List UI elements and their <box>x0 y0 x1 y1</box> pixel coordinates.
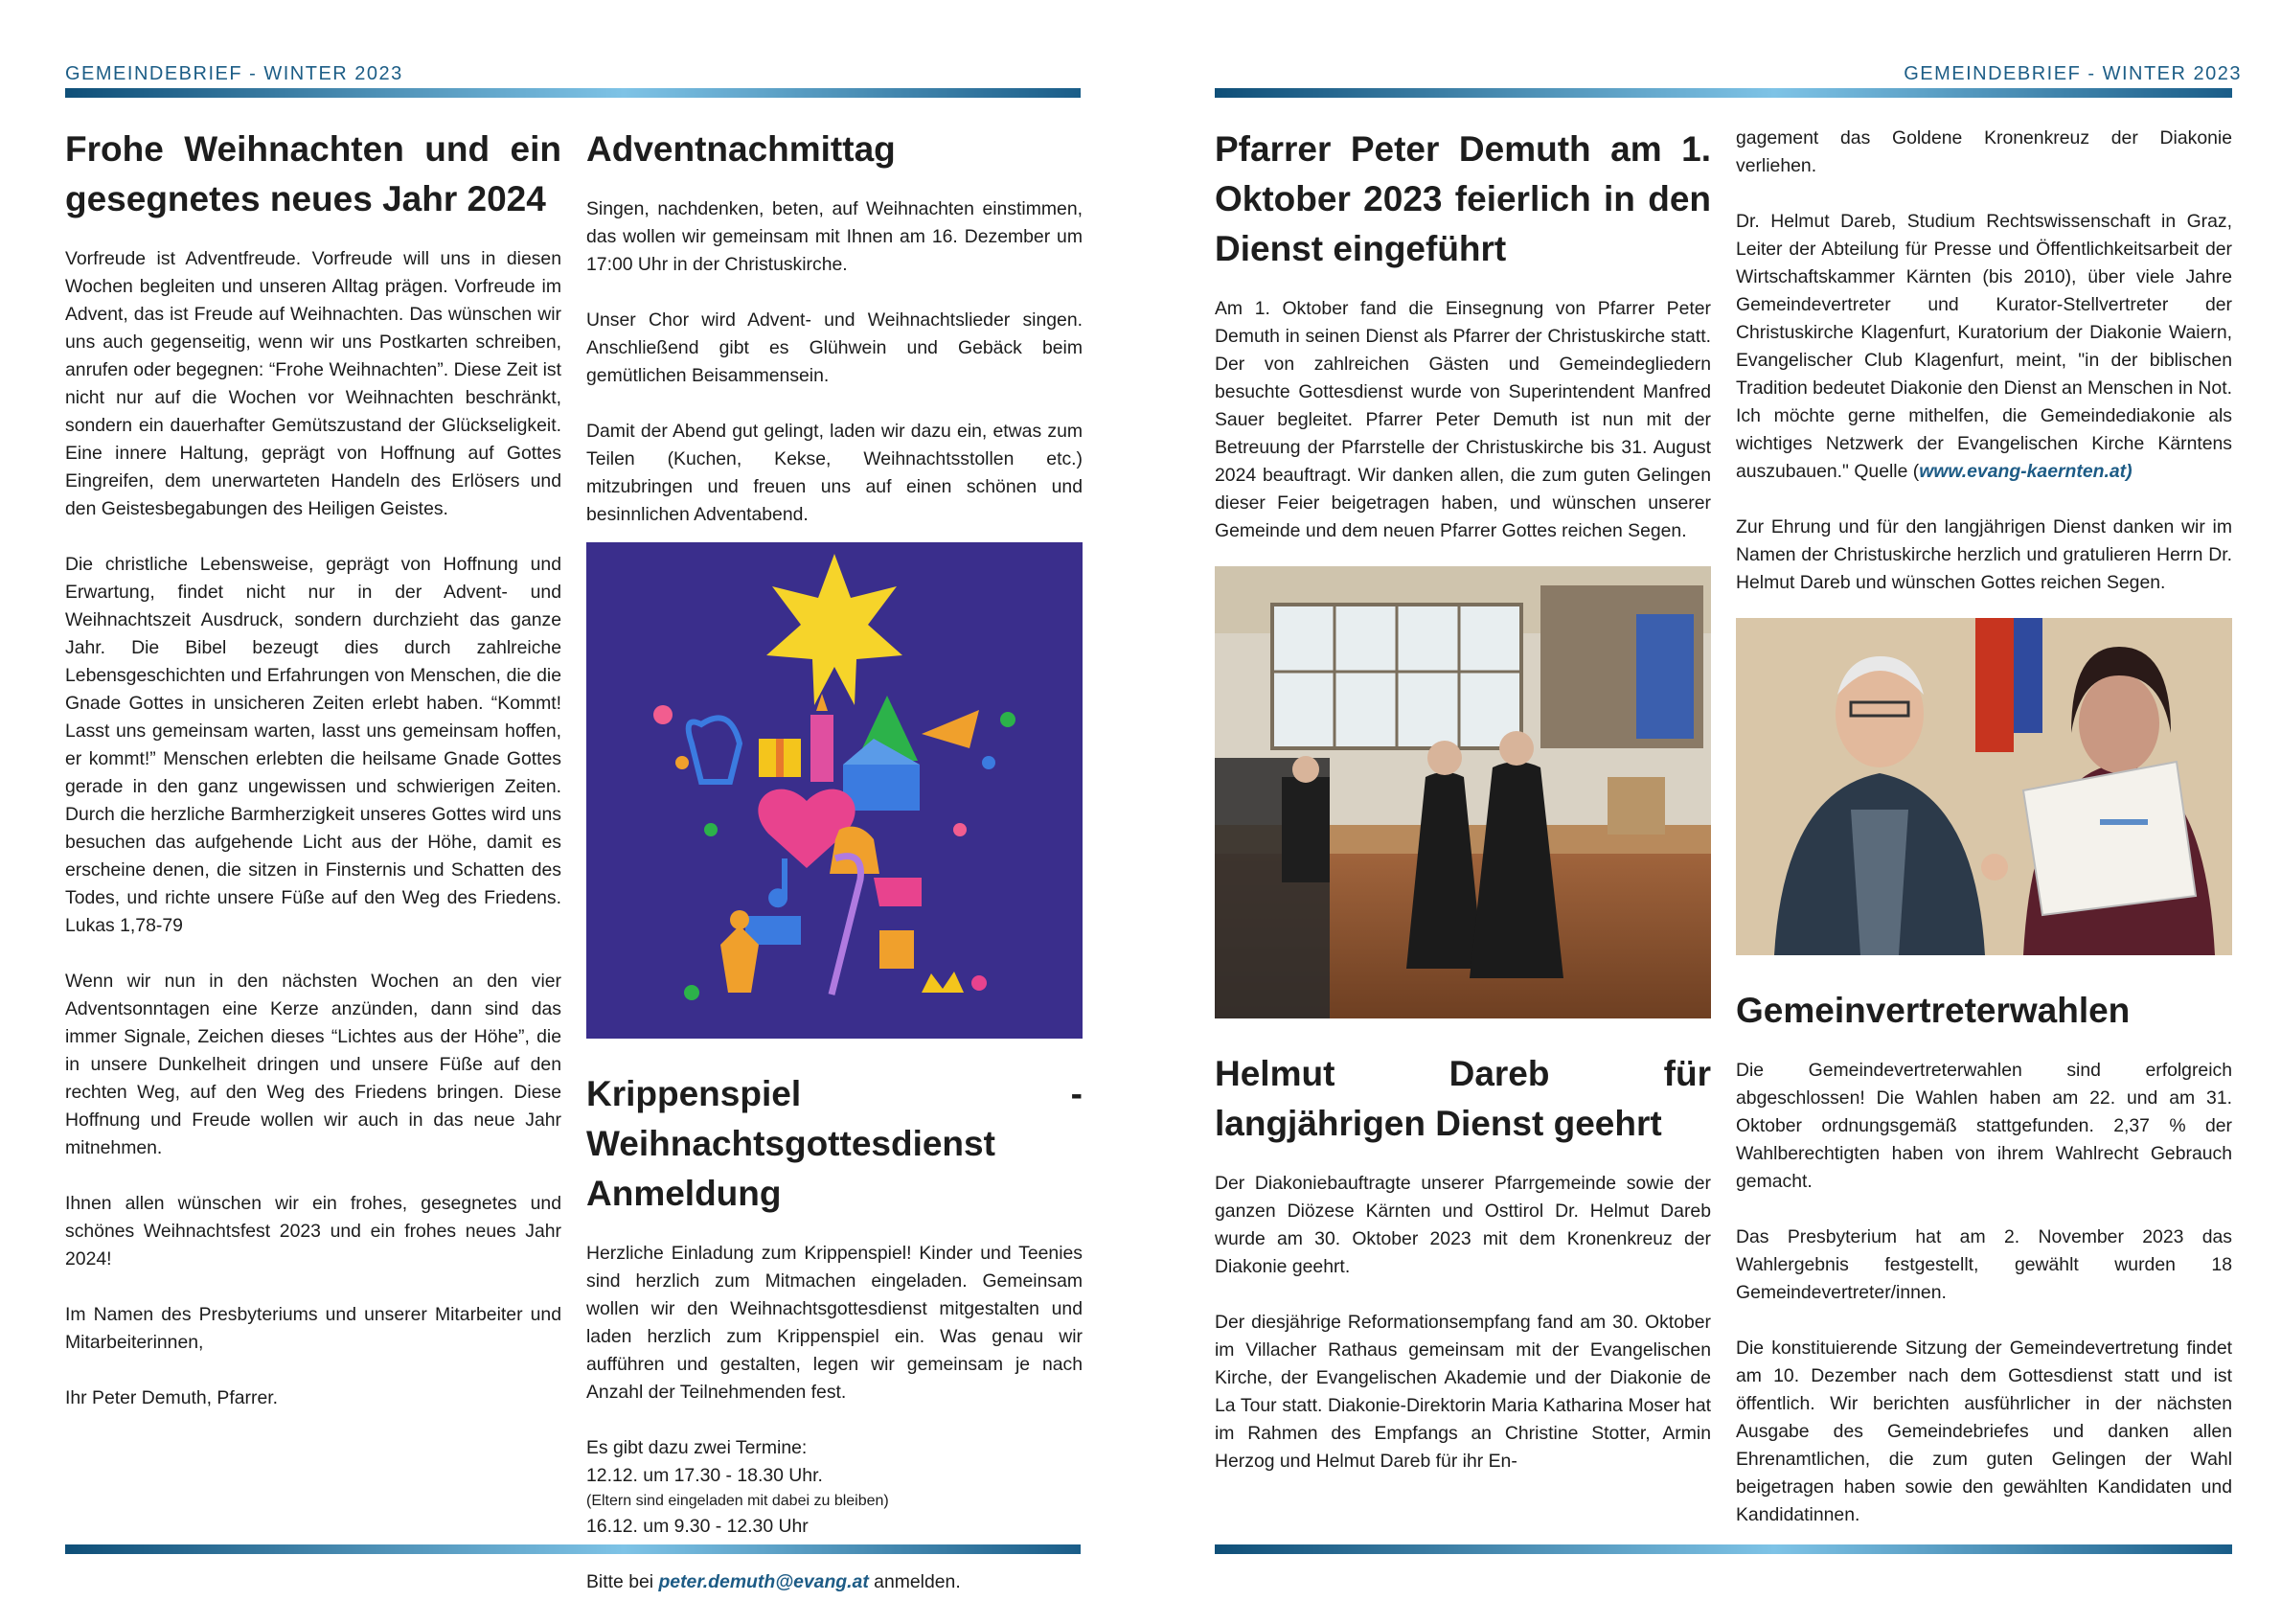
paragraph: Zur Ehrung und für den langjährigen Dienst danken wir im Namen der Christuskirche herzlich und gratulieren Herrn Dr. Helmut Dareb und wünschen Gottes reichen Segen. <box>1736 516 2232 593</box>
paragraph: Ihnen allen wünschen wir ein frohes, gesegnetes und schönes Weihnachtsfest 2023 und ein frohes neues Jahr 2024! <box>65 1193 561 1269</box>
ceremony-photo <box>1215 566 1711 1018</box>
paragraph: Dr. Helmut Dareb, Studium Rechtswissenschaft in Graz, Leiter der Abteilung für Presse und Öffentlichkeitsarbeit der Wirtschaftskammer Kärnten (bis 2010), über viele Jahre Gemeindevertreter und Kurator-Stellvertreter der Christuskirche Klagenfurt, Kuratorium der Diakonie Waiern, Evangelischer Club Klagenfurt, meint, "in der biblischen Tradition bedeutet Diakonie den Dienst an Menschen in Not. Ich möchte gerne mithelfen, die Gemeindediakonie als wichtiges Netzwerk der Evangelischen Kirche Kärntens auszubauen." Quelle (www.evang-kaernten.at) <box>1736 211 2232 482</box>
header-rule <box>1215 88 2232 98</box>
article-title: Adventnachmittag <box>586 129 896 169</box>
paragraph: gagement das Goldene Kronenkreuz der Diakonie verliehen. <box>1736 127 2232 176</box>
left-page <box>0 0 1140 1613</box>
footer-rule <box>1215 1544 2232 1554</box>
award-ceremony-photo <box>1736 618 2232 955</box>
date-2: 16.12. um 9.30 - 12.30 Uhr <box>586 1516 809 1537</box>
article-title: Frohe Weihnachten und ein gesegnetes neues Jahr 2024 <box>65 129 561 218</box>
registration: Bitte bei peter.demuth@evang.at anmelden. <box>586 1571 961 1592</box>
paragraph: Der diesjährige Reformationsempfang fand am 30. Oktober im Villacher Rathaus gemeinsam mit der Evangelischen Kirche, der Evangelischen Akademie und der Diakonie de La Tour statt. Diakonie-Direktorin Maria Katharina Moser hat im Rahmen des Empfangs an Christine Stotter, Armin Herzog und Helmut Dareb für ihr En- <box>1215 1312 1711 1472</box>
paragraph: Im Namen des Presbyteriums und unserer Mitarbeiter und Mitarbeiterinnen, <box>65 1304 561 1353</box>
article-title: Krippenspiel - Weihnachtsgottesdienst Anmeldung <box>586 1074 1083 1213</box>
header-rule <box>65 88 1081 98</box>
article-advent-afternoon <box>586 125 1083 1624</box>
article-title: Gemeinvertreterwahlen <box>1736 991 2131 1030</box>
running-header: GEMEINDEBRIEF - WINTER 2023 <box>1904 63 2242 84</box>
article-title: Pfarrer Peter Demuth am 1. Oktober 2023 feierlich in den Dienst eingeführt <box>1215 129 1711 268</box>
signature: Ihr Peter Demuth, Pfarrer. <box>65 1387 278 1408</box>
paragraph: Die christliche Lebensweise, geprägt von Hoffnung und Erwartung, findet nicht nur in der Advent- und Weihnachtszeit Ausdruck, sondern durchzieht das ganze Jahr. Die Bibel bezeugt dies durch zahlreiche Lebensgeschichten und Erfahrungen von Menschen, die die Gnade Gottes in unsicheren Zeiten erlebt haben. “Kommt! Lasst uns gemeinsam warten, lasst uns gemeinsam hoffen, er kommt!” Menschen erlebten die heilsame Gnade Gottes gerade in den ganz ungewissen und schwierigen Zeiten. Durch die herzliche Barmherzigkeit unseres Gottes wird uns besuchen das aufgehende Licht aus der Höhe, damit es erscheine denen, die sitzen in Finsternis und Schatten des Todes, und richte unsere Füße auf den Weg des Friedens. Lukas 1,78-79 <box>65 554 561 936</box>
paragraph: Die Gemeindevertreterwahlen sind erfolgreich abgeschlossen! Die Wahlen haben am 22. und am 31. Oktober ordnungsgemäß stattgefunden. 2,37 % der Wahlberechtigten haben von ihrem Wahlrecht Gebrauch gemacht. <box>1736 1060 2232 1192</box>
right-page <box>1140 0 2280 1613</box>
article-title: Helmut Dareb für langjährigen Dienst geehrt <box>1215 1054 1711 1143</box>
paragraph: Wenn wir nun in den nächsten Wochen an den vier Adventsonntagen eine Kerze anzünden, dann sind das immer Signale, Zeichen dieses “Lichtes aus der Höhe”, die in unsere Dunkelheit dringen und unsere Füße auf den rechten Weg, auf den Weg des Friedens bringen. Diese Hoffnung und Freude wollen wir auch in das neue Jahr mitnehmen. <box>65 971 561 1158</box>
boot-icon <box>879 930 914 969</box>
date-1: 12.12. um 17.30 - 18.30 Uhr. <box>586 1465 823 1486</box>
date-1-note: (Eltern sind eingeladen mit dabei zu bleiben) <box>586 1493 889 1509</box>
candle-icon <box>810 715 833 782</box>
award-photo <box>1736 618 2232 955</box>
paragraph: Herzliche Einladung zum Krippenspiel! Kinder und Teenies sind herzlich zum Mitmachen eingeladen. Gemeinsam wollen wir den Weihnachtsgottesdienst mitgestalten und laden herzlich zum Krippenspiel ein. Was genau wir aufführen und gestalten, legen wir gemeinsam je nach Anzahl der Teilnehmenden fest. <box>586 1243 1083 1403</box>
paragraph: Die konstituierende Sitzung der Gemeindevertretung findet am 10. Dezember nach dem Gottesdienst statt und ist öffentlich. Wir berichten ausführlicher in der nächsten Ausgabe des Gemeindebriefes und danken allen Ehrenamtlichen, die zum guten Gelingen der Wahl beigetragen haben sowie den gewählten Kandidaten und Kandidatinnen. <box>1736 1338 2232 1525</box>
paragraph: Am 1. Oktober fand die Einsegnung von Pfarrer Peter Demuth in seinen Dienst als Pfarrer der Christuskirche statt. Der von zahlreichen Gästen und Gemeindegliedern besuchte Gottesdienst wurde von Superintendent Manfred Sauer begleitet. Pfarrer Peter Demuth ist nun mit der Betreuung der Pfarrstelle der Christuskirche bis 31. August 2024 beauftragt. Wir danken allen, die zum guten Gelingen dieser Feier beigetragen haben, und wünschen unserer Gemeinde und dem neuen Pfarrer Gottes reichen Segen. <box>1215 298 1711 541</box>
dates-intro: Es gibt dazu zwei Termine: <box>586 1437 808 1458</box>
advent-star-illustration <box>586 542 1083 1039</box>
article-continued <box>1736 125 2232 1529</box>
paragraph: Der Diakoniebauftragte unserer Pfarrgemeinde sowie der ganzen Diözese Kärnten und Osttirol Dr. Helmut Dareb wurde am 30. Oktober 2023 mit dem Kronenkreuz der Diakonie geehrt. <box>1215 1173 1711 1277</box>
donkey-icon <box>874 878 922 906</box>
running-header: GEMEINDEBRIEF - WINTER 2023 <box>65 63 403 84</box>
church-ceremony-photo <box>1215 566 1711 1018</box>
article-installation <box>1215 125 1711 1475</box>
footer-rule <box>65 1544 1081 1554</box>
article-christmas-greeting <box>65 125 561 1440</box>
website-link[interactable]: www.evang-kaernten.at) <box>1919 461 2133 482</box>
paragraph: Unser Chor wird Advent- und Weihnachtslieder singen. Anschließend gibt es Glühwein und Gebäck beim gemütlichen Beisammensein. <box>586 309 1083 386</box>
paragraph: Damit der Abend gut gelingt, laden wir dazu ein, etwas zum Teilen (Kuchen, Kekse, Weihnachtsstollen etc.) mitzubringen und freuen uns auf einen schönen und besinnlichen Adventabend. <box>586 421 1083 525</box>
paragraph: Singen, nachdenken, beten, auf Weihnachten einstimmen, das wollen wir gemeinsam mit Ihnen am 16. Dezember um 17:00 Uhr in der Christuskirche. <box>586 198 1083 275</box>
paragraph: Vorfreude ist Adventfreude. Vorfreude will uns in diesen Wochen begleiten und unseren Alltag prägen. Vorfreude im Advent, das ist Freude auf Weihnachten. Das wünschen wir uns auch gegenseitig, wenn wir uns Postkarten schreiben, anrufen oder begegnen: “Frohe Weihnachten”. Diese Zeit ist nicht nur auf die Wochen vor Weihnachten beschränkt, sondern ein dauerhafter Gemütszustand der Glückseligkeit. Eine innere Haltung, geprägt von Hoffnung auf Gottes Eingreifen, dem unerwarteten Handeln des Erlösers und den Geistesbegabungen des Heiligen Geistes. <box>65 248 561 519</box>
paragraph: Das Presbyterium hat am 2. November 2023 das Wahlergebnis festgestellt, gewählt wurden 18 Gemeindevertreter/innen. <box>1736 1226 2232 1303</box>
advent-star-poster <box>586 542 1083 1039</box>
email-link[interactable]: peter.demuth@evang.at <box>658 1571 869 1592</box>
